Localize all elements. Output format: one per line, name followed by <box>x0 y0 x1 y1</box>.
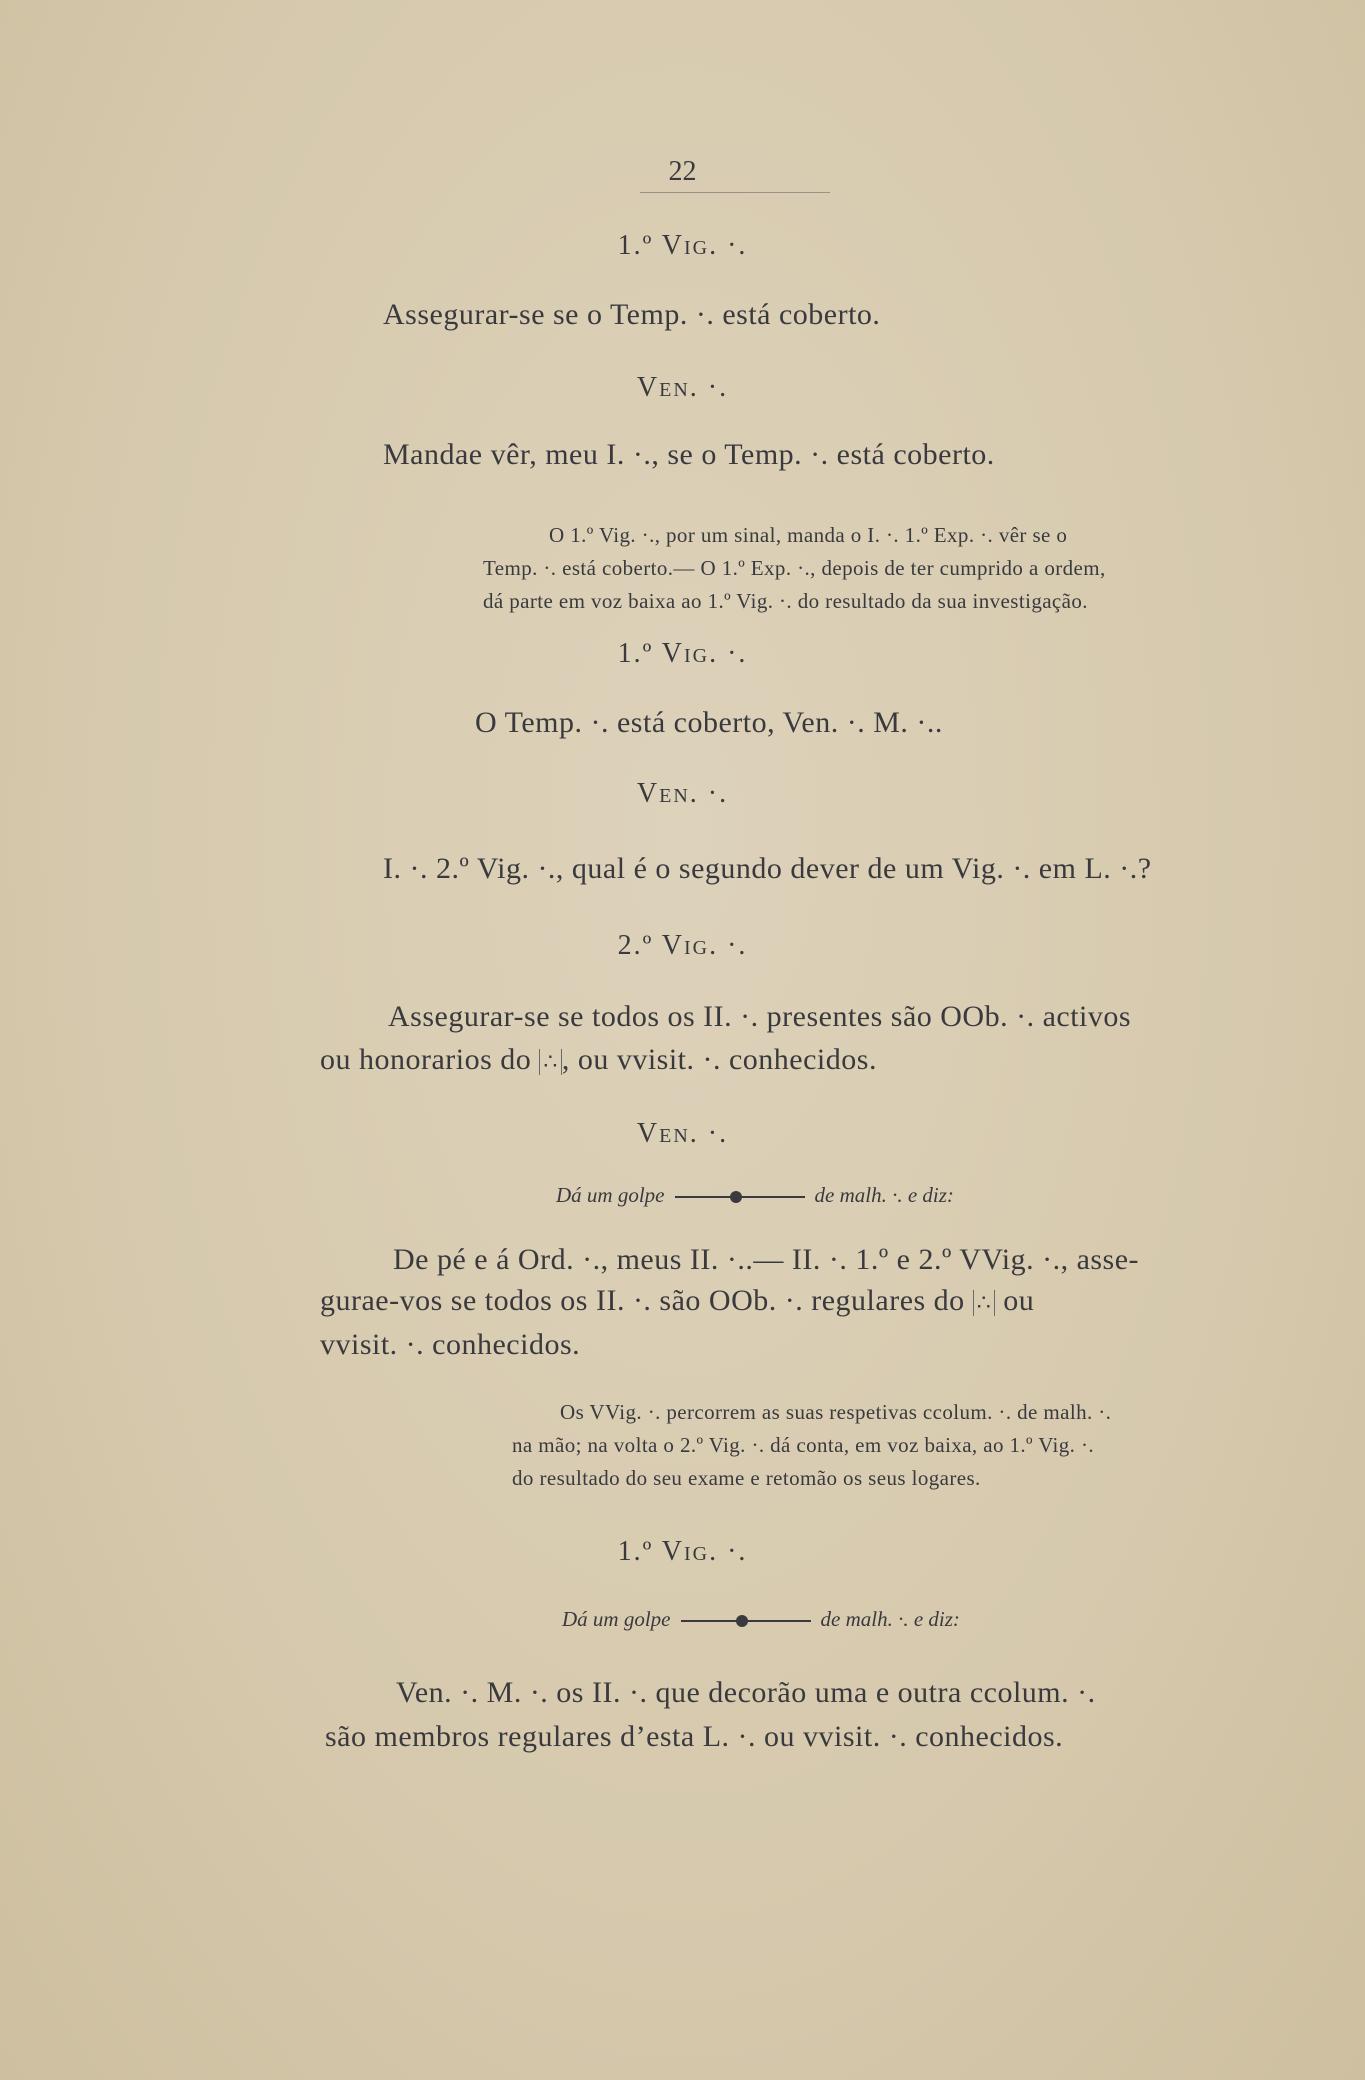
speech-text: gurae-vos se todos os II. ·. são OOb. ·. regulares do <box>320 1284 965 1317</box>
lodge-symbol: ∴ <box>973 1290 996 1316</box>
speaker-heading: Ven. ·. <box>636 1118 729 1149</box>
stage-text: Dá um golpe <box>562 1607 671 1631</box>
stage-text: Dá um golpe <box>556 1183 665 1207</box>
speech-line <box>320 1043 877 1077</box>
stage-direction <box>562 1607 960 1632</box>
speaker-heading: 1.º Vig. ·. <box>617 1536 748 1567</box>
note-line: dá parte em voz baixa ao 1.º Vig. ·. do resultado da sua investigação. <box>483 589 1088 613</box>
speaker-heading: Ven. ·. <box>636 372 729 403</box>
speaker-heading: 1.º Vig. ·. <box>617 638 748 669</box>
note-line: na mão; na volta o 2.º Vig. ·. dá conta, em voz baixa, ao 1.º Vig. ·. <box>512 1433 1095 1457</box>
speech-text: ou honorarios do <box>320 1043 532 1076</box>
page-number: 22 <box>668 156 697 187</box>
mallet-stroke-icon <box>675 1196 805 1198</box>
stage-direction <box>556 1183 954 1208</box>
mallet-stroke-icon <box>681 1620 811 1622</box>
speaker-heading: 2.º Vig. ·. <box>617 930 748 961</box>
speech-line <box>320 1284 1034 1318</box>
speech-line: O Temp. ·. está coberto, Ven. ·. M. ·.. <box>475 706 943 739</box>
stage-text: de malh. ·. e diz: <box>814 1183 954 1207</box>
note-line: Temp. ·. está coberto.— O 1.º Exp. ·., depois de ter cumprido a ordem, <box>483 556 1106 580</box>
speech-text: ou <box>1003 1284 1035 1317</box>
lodge-symbol: ∴ <box>539 1049 562 1075</box>
speech-line: I. ·. 2.º Vig. ·., qual é o segundo dever de um Vig. ·. em L. ·.? <box>383 852 1152 885</box>
note-line: do resultado do seu exame e retomão os seus logares. <box>512 1466 981 1490</box>
speech-line: Ven. ·. M. ·. os II. ·. que decorão uma e outra ccolum. ·. <box>396 1676 1096 1709</box>
speech-line: Assegurar-se se o Temp. ·. está coberto. <box>383 298 881 331</box>
stage-text: de malh. ·. e diz: <box>820 1607 960 1631</box>
note-line: Os VVig. ·. percorrem as suas respetivas ccolum. ·. de malh. ·. <box>560 1400 1112 1424</box>
header-rule <box>640 192 830 193</box>
speech-line: Mandae vêr, meu I. ·., se o Temp. ·. está coberto. <box>383 438 995 471</box>
note-line: O 1.º Vig. ·., por um sinal, manda o I. ·. 1.º Exp. ·. vêr se o <box>549 523 1068 547</box>
speech-line: De pé e á Ord. ·., meus II. ·..— II. ·. 1.º e 2.º VVig. ·., asse- <box>393 1243 1140 1276</box>
speech-text: , ou vvisit. ·. conhecidos. <box>561 1043 877 1076</box>
speech-line: Assegurar-se se todos os II. ·. presentes são OOb. ·. activos <box>388 1000 1132 1033</box>
speech-line: vvisit. ·. conhecidos. <box>320 1328 581 1361</box>
speaker-heading: 1.º Vig. ·. <box>617 230 748 261</box>
speech-line: são membros regulares d’esta L. ·. ou vvisit. ·. conhecidos. <box>325 1720 1064 1753</box>
speaker-heading: Ven. ·. <box>636 778 729 809</box>
